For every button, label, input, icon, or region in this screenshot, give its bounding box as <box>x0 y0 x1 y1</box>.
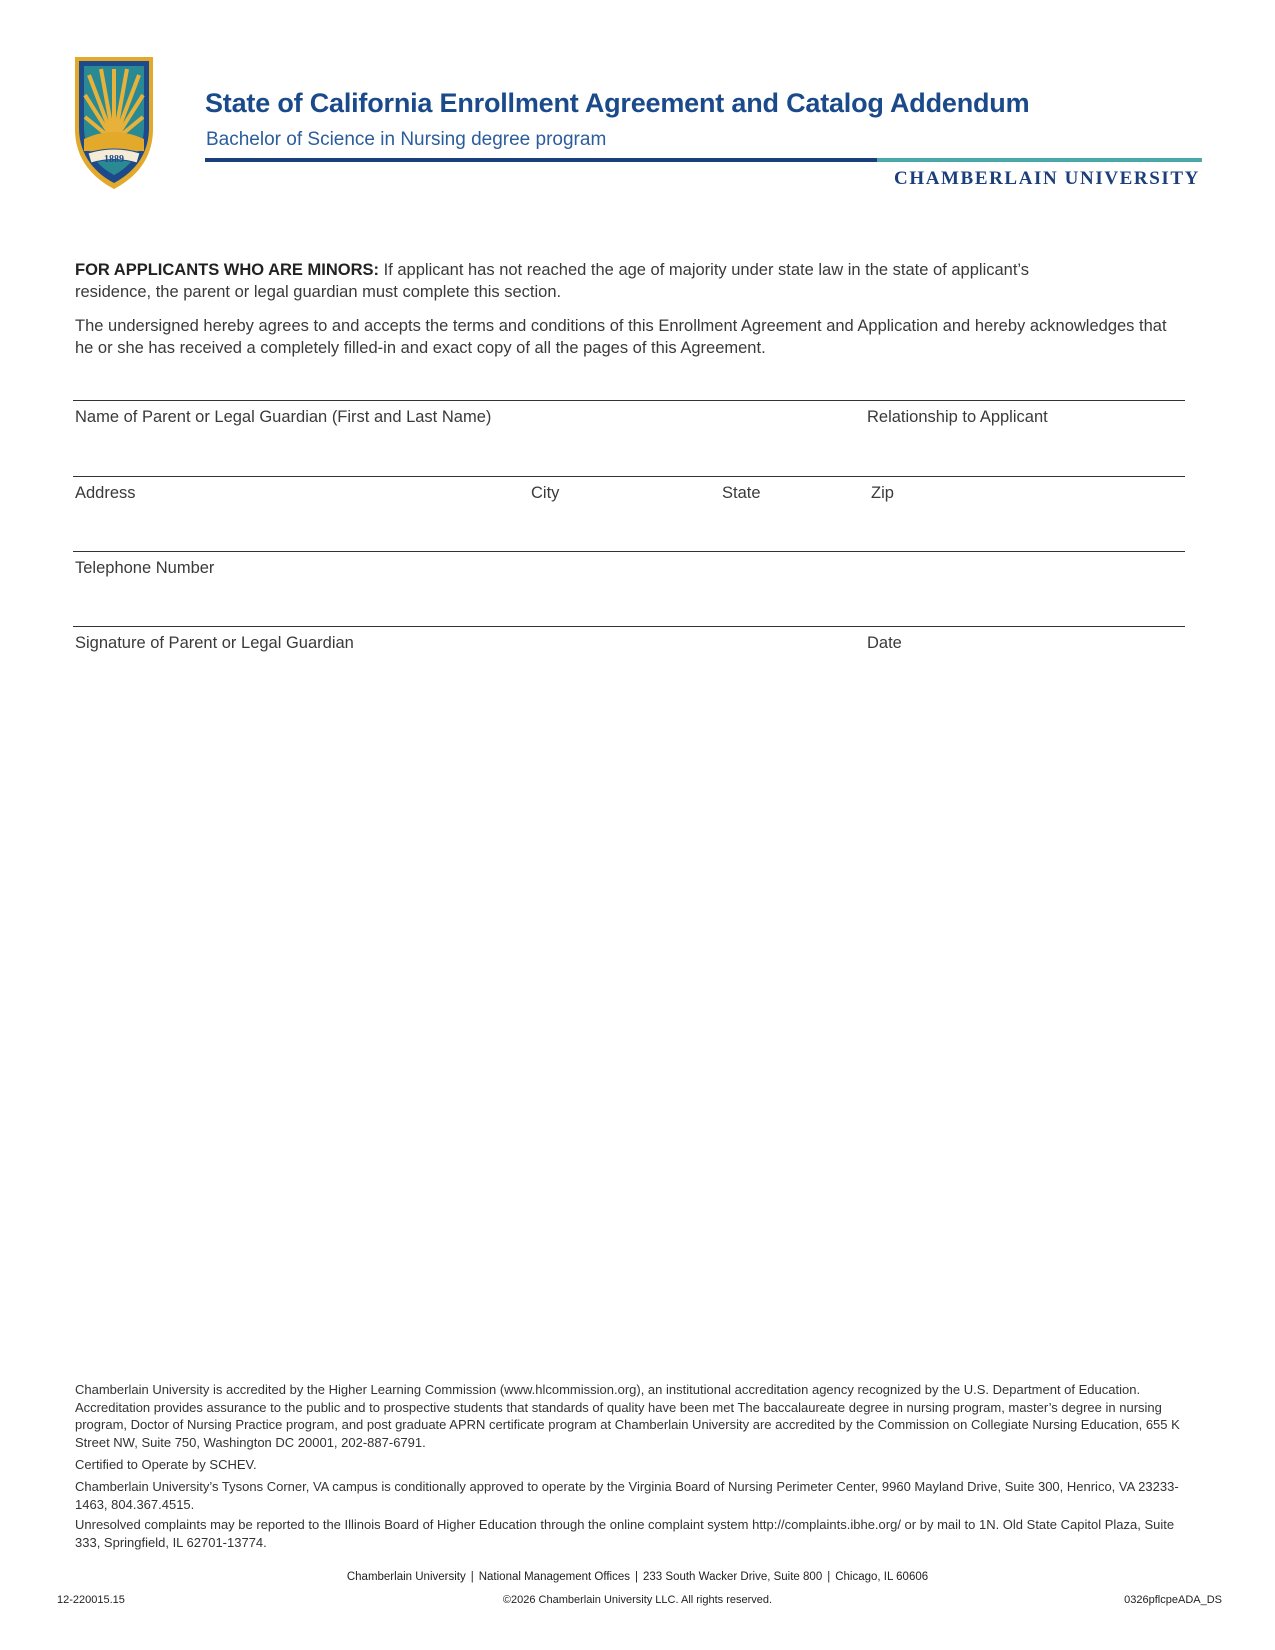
date-label: Date <box>867 634 902 652</box>
complaints-text: Unresolved complaints may be reported to the Illinois Board of Higher Education through the online complaint system http://complaints.ibhe.org/ or by mail to 1N. Old State Capitol Plaza, Suite 333, Springfield, IL 62701-13774. <box>75 1517 1175 1550</box>
signature-label: Signature of Parent or Legal Guardian <box>75 634 354 652</box>
header-rule-blue <box>205 158 877 162</box>
seal-year-text: 1889 <box>104 154 124 165</box>
doc-code-right: 0326pflcpeADA_DS <box>1124 1594 1222 1606</box>
accreditation-text: Chamberlain University is accredited by the Higher Learning Commission (www.hlcommission.org), an institutional accreditation agency recognized by the U.S. Department of Education. Accreditation provides assurance to the public and to prospective students that standards of quality have been met The baccalaureate degree in nursing program, master’s degree in nursing program, Doctor of Nursing Practice program, and post graduate APRN certificate program at Chamberlain University are accredited by the Commission on Collegiate Nursing Education, 655 K Street NW, Suite 750, Washington DC 20001, 202-887-6791. <box>75 1382 1180 1450</box>
university-wordmark: CHAMBERLAIN UNIVERSITY <box>894 168 1200 189</box>
guardian-name-line[interactable] <box>73 400 1185 401</box>
address-footer: Chamberlain University | National Management Offices | 233 South Wacker Drive, Suite 800 | Chicago, IL 60606 <box>346 1571 929 1583</box>
zip-label: Zip <box>871 484 894 502</box>
guardian-name-label: Name of Parent or Legal Guardian (First and Last Name) <box>75 408 492 426</box>
state-label: State <box>722 484 761 502</box>
city-label: City <box>531 484 560 502</box>
tysons-campus-text: Chamberlain University’s Tysons Corner, VA campus is conditionally approved to operate by the Virginia Board of Nursing Perimeter Center, 9960 Mayland Drive, Suite 300, Henrico, VA 23233-1463, 804.367.4515. <box>75 1479 1179 1512</box>
minors-paragraph <box>75 259 1105 303</box>
schev-text: Certified to Operate by SCHEV. <box>75 1457 257 1472</box>
relationship-label: Relationship to Applicant <box>867 408 1048 426</box>
document-title: State of California Enrollment Agreement and Catalog Addendum <box>205 88 1030 118</box>
address-label: Address <box>75 484 136 502</box>
signature-line[interactable] <box>73 626 1185 627</box>
telephone-label: Telephone Number <box>75 559 215 577</box>
address-line[interactable] <box>73 476 1185 477</box>
university-seal-logo <box>73 55 155 191</box>
telephone-line[interactable] <box>73 551 1185 552</box>
footer-org: Chamberlain University <box>346 1571 466 1583</box>
footer-street: 233 South Wacker Drive, Suite 800 <box>643 1571 823 1583</box>
agreement-paragraph: The undersigned hereby agrees to and accepts the terms and conditions of this Enrollment Agreement and Application and hereby acknowledges that he or she has received a completely filled-in and exact copy of all the pages of this Agreement. <box>75 317 1167 357</box>
footer-offices: National Management Offices <box>478 1571 631 1583</box>
footer-city: Chicago, IL 60606 <box>835 1571 929 1583</box>
copyright-notice: ©2026 Chamberlain University LLC. All rights reserved. <box>502 1594 773 1606</box>
minors-heading: FOR APPLICANTS WHO ARE MINORS: <box>75 261 380 279</box>
document-subtitle: Bachelor of Science in Nursing degree program <box>206 129 607 150</box>
minors-text: If applicant has not reached the age of majority under state law in the state of applicant’s residence, the parent or legal guardian must complete this section. <box>75 261 1030 301</box>
header-rule-teal <box>877 158 1202 162</box>
doc-code-left: 12-220015.15 <box>57 1594 125 1606</box>
